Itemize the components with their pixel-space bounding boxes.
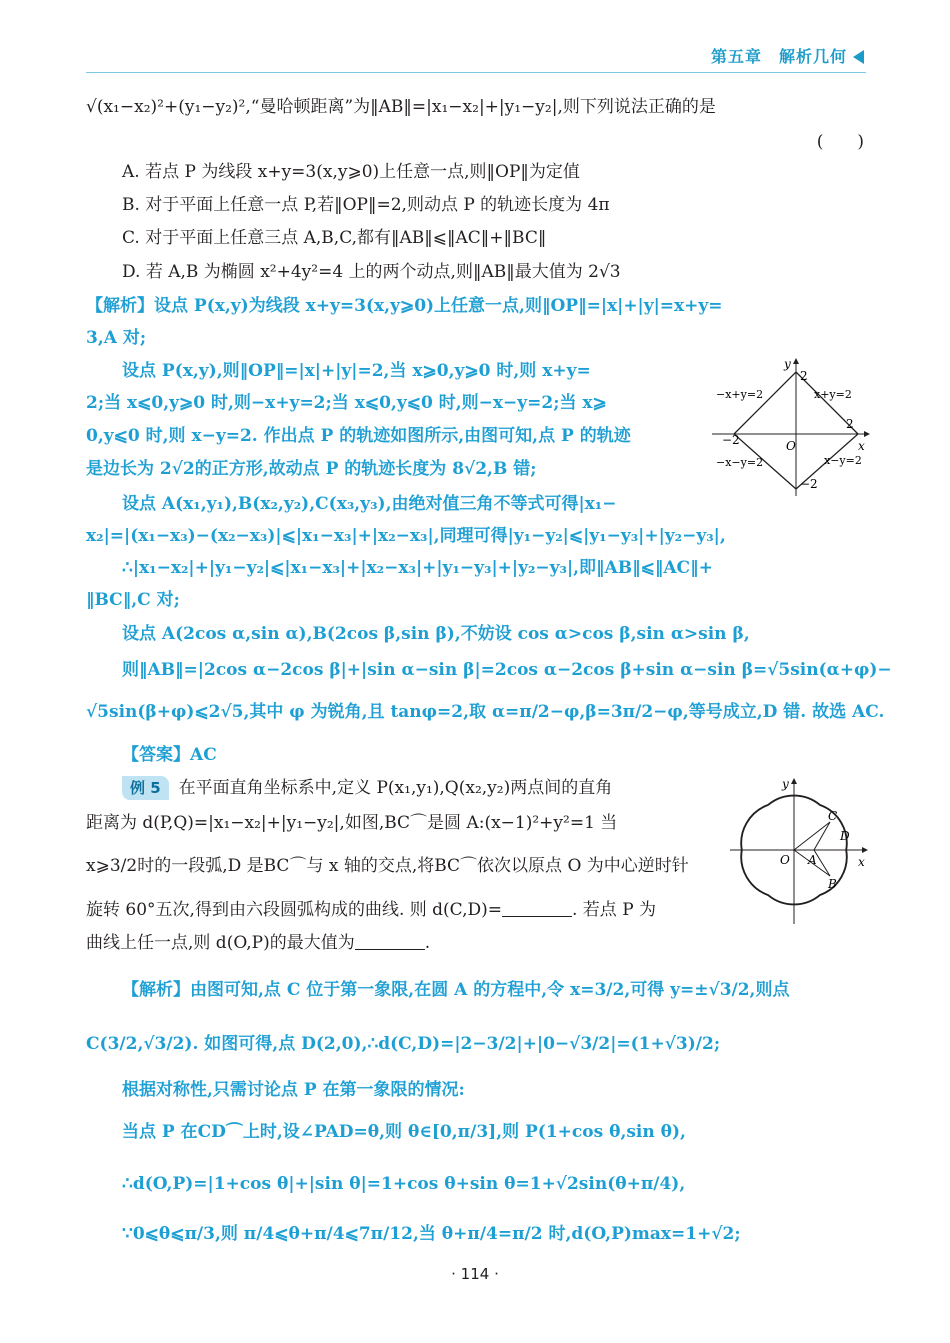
solution-line: 当点 P 在CD⌒上时,设∠PAD=θ,则 θ∈[0,π/3],则 P(1+cos θ,sin θ), <box>122 1122 686 1142</box>
solution-line: 则‖AB‖=|2cos α−2cos β|+|sin α−sin β|=2cos α−2cos β+sin α−sin β=√5sin(α+φ)− <box>122 660 892 680</box>
solution-line: 是边长为 2√2的正方形,故动点 P 的轨迹长度为 8√2,B 错; <box>86 459 537 479</box>
segment-ac <box>814 822 830 850</box>
option-d: D. 若 A,B 为椭圆 x²+4y²=4 上的两个动点,则‖AB‖最大值为 2√3 <box>122 262 621 282</box>
solution-line: 根据对称性,只需讨论点 P 在第一象限的情况: <box>122 1080 465 1100</box>
chapter-header <box>711 44 864 67</box>
example-text: . 若点 P 为 <box>571 900 657 920</box>
point-label-a: A <box>808 853 817 867</box>
edge-label: x+y=2 <box>814 388 852 401</box>
example-line <box>86 931 430 955</box>
option-c: C. 对于平面上任意三点 A,B,C,都有‖AB‖⩽‖AC‖+‖BC‖ <box>122 228 547 248</box>
edge-label: x−y=2 <box>824 454 862 467</box>
problem-text-line: √(x₁−x₂)²+(y₁−y₂)²,“曼哈顿距离”为‖AB‖=|x₁−x₂|+|y₁−y₂|,则下列说法正确的是 <box>86 97 716 117</box>
tick-label: 2 <box>800 369 808 383</box>
segment-oc <box>794 822 830 850</box>
solution-line: √5sin(β+φ)⩽2√5,其中 φ 为锐角,且 tanφ=2,取 α=π/2−φ,β=3π/2−φ,等号成立,D 错. 故选 AC. <box>86 702 885 722</box>
solution-line: ∴|x₁−x₂|+|y₁−y₂|⩽|x₁−x₃|+|x₂−x₃|+|y₁−y₃|+|y₂−y₃|,即‖AB‖⩽‖AC‖+ <box>122 558 713 578</box>
y-axis-label: y <box>784 357 791 371</box>
header-divider <box>86 72 866 73</box>
answer-line: 【答案】AC <box>122 745 217 765</box>
y-axis-label: y <box>782 777 789 791</box>
x-axis-arrow <box>864 431 870 437</box>
solution-line: 设点 A(x₁,y₁),B(x₂,y₂),C(x₃,y₃),由绝对值三角不等式可得|x₁− <box>122 494 617 514</box>
answer-blank <box>355 933 425 950</box>
left-triangle-icon <box>853 50 864 64</box>
manhattan-circle-figure <box>712 356 872 498</box>
solution-line: 设点 A(2cos α,sin α),B(2cos β,sin β),不妨设 cos α>cos β,sin α>sin β, <box>122 624 750 644</box>
solution-line: 【解析】由图可知,点 C 位于第一象限,在圆 A 的方程中,令 x=3/2,可得 y=±√3/2,则点 <box>122 980 790 1000</box>
example-text: . <box>424 933 431 953</box>
tick-label: 2 <box>846 417 854 431</box>
example-text: 曲线上任一点,则 d(O,P)的最大值为 <box>86 933 355 953</box>
option-a: A. 若点 P 为线段 x+y=3(x,y⩾0)上任意一点,则‖OP‖为定值 <box>122 162 580 182</box>
x-axis-arrow <box>862 847 868 853</box>
chapter-title: 第五章 解析几何 <box>710 47 847 66</box>
answer-bracket: ( ) <box>816 132 864 152</box>
solution-line: ‖BC‖,C 对; <box>86 590 180 610</box>
answer-blank <box>502 900 572 917</box>
solution-line: 【解析】设点 P(x,y)为线段 x+y=3(x,y⩾0)上任意一点,则‖OP‖=|x|+|y|=x+y= <box>86 296 723 316</box>
example-line <box>122 776 612 800</box>
example-line <box>86 898 656 922</box>
point-label-c: C <box>828 809 838 823</box>
page-number: · 114 · <box>451 1265 499 1283</box>
point-label-b: B <box>828 877 837 891</box>
origin-label: O <box>780 853 790 867</box>
solution-line: x₂|=|(x₁−x₃)−(x₂−x₃)|⩽|x₁−x₃|+|x₂−x₃|,同理可得|y₁−y₂|⩽|y₁−y₃|+|y₂−y₃|, <box>86 526 726 546</box>
tick-label: −2 <box>800 477 818 491</box>
y-axis-arrow <box>791 778 797 784</box>
solution-line: C(3/2,√3/2). 如图可得,点 D(2,0),∴d(C,D)=|2−3/2|+|0−√3/2|=(1+√3)/2; <box>86 1034 721 1054</box>
y-axis-arrow <box>793 358 799 364</box>
six-arc-curve-figure <box>730 776 870 926</box>
edge-label: −x+y=2 <box>716 388 764 401</box>
solution-line: ∴d(O,P)=|1+cos θ|+|sin θ|=1+cos θ+sin θ=1+√2sin(θ+π/4), <box>122 1174 686 1194</box>
origin-label: O <box>786 439 796 453</box>
example-text: 在平面直角坐标系中,定义 P(x₁,y₁),Q(x₂,y₂)两点间的直角 <box>178 778 613 798</box>
solution-line: ∵0⩽θ⩽π/3,则 π/4⩽θ+π/4⩽7π/12,当 θ+π/4=π/2 时,d(O,P)max=1+√2; <box>122 1224 741 1244</box>
tick-label: −2 <box>722 433 740 447</box>
point-label-d: D <box>840 829 850 843</box>
x-axis-label: x <box>858 439 865 453</box>
solution-line: 3,A 对; <box>86 328 147 348</box>
example-line: x⩾3/2时的一段弧,D 是BC⌒与 x 轴的交点,将BC⌒依次以原点 O 为中心逆时针 <box>86 856 689 876</box>
example-badge: 例 5 <box>122 776 169 800</box>
x-axis-label: x <box>858 855 865 869</box>
edge-label: −x−y=2 <box>716 456 764 469</box>
example-text: 旋转 60°五次,得到由六段圆弧构成的曲线. 则 d(C,D)= <box>86 900 502 920</box>
solution-line: 2;当 x⩽0,y⩾0 时,则−x+y=2;当 x⩽0,y⩽0 时,则−x−y=2;当 x⩾ <box>86 393 607 413</box>
example-line: 距离为 d(P,Q)=|x₁−x₂|+|y₁−y₂|,如图,BC⌒是圆 A:(x−1)²+y²=1 当 <box>86 813 618 833</box>
solution-line: 0,y⩽0 时,则 x−y=2. 作出点 P 的轨迹如图所示,由图可知,点 P 的轨迹 <box>86 426 631 446</box>
solution-line: 设点 P(x,y),则‖OP‖=|x|+|y|=2,当 x⩾0,y⩾0 时,则 x+y= <box>122 361 591 381</box>
option-b: B. 对于平面上任意一点 P,若‖OP‖=2,则动点 P 的轨迹长度为 4π <box>122 195 610 215</box>
